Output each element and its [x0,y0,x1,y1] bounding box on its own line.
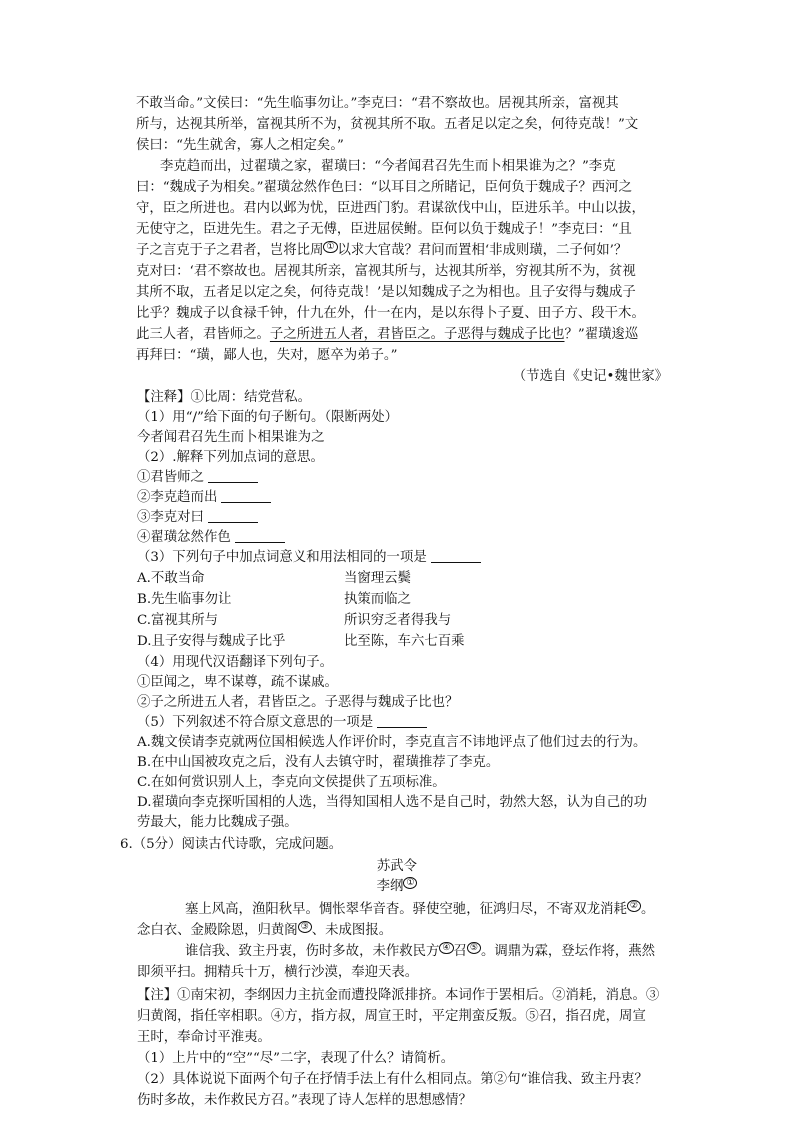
question-5-option: D.翟璜向李克探听国相的人选，当得知国相人选不是自己时，勃然大怒，认为自己的功 [137,795,647,810]
passage-line: 无使守之，臣进先生。君之子无傅，臣进屈侯鲋。臣何以负于魏成子！”李克曰：“且 [136,222,632,237]
question-5-option: B.在中山国被攻克之后，没有人去镇守时，翟璜推荐了李克。 [137,755,500,770]
note-mark: ④ [439,942,453,954]
poem-text: 塞上风高，渔阳秋早。惆怅翠华音杳。驿使空驰，征鸿归尽，不寄双龙消耗 [185,902,627,917]
question-text: （3）下列句子中加点词意义和用法相同的一项是 [137,550,427,565]
item-text: ②李克趋而出 [137,490,218,505]
poem-text: 念白衣、金殿除恩，归黄阁 [137,923,298,938]
question-5-option: 劳最大，能力比魏成子强。 [137,815,298,830]
passage-source: （节选自《史记•魏世家》 [512,369,668,384]
question-2-item [137,509,258,527]
passage-line-part: 以求大官哉？君问而置相‘非成则璜，二子何如’？ [337,243,628,258]
item-text: ①君皆师之 [137,470,204,485]
poem-line [185,901,654,919]
poem-title: 苏武令 [376,859,418,874]
poem-author [0,878,794,896]
option-a: A.不敢当命 [137,571,205,586]
passage-line: 守，臣之所进也。君内以邺为忧，臣进西门豹。君谋欲伐中山，臣进乐羊。中山以拔， [136,201,645,216]
item-text: ③李克对曰 [137,510,204,525]
passage-line-part: ？”翟璜逡巡 [564,327,639,342]
question-2-item [137,529,285,547]
underlined-sentence: 子之所进五人者，君皆臣之。子恶得与魏成子比也 [269,327,565,342]
poem-line [185,943,655,961]
question-4-item: ①臣闻之，卑不谋尊，疏不谋戚。 [137,675,338,690]
passage-line-part: 此三人者，君皆师之。 [136,327,270,342]
passage-line [136,326,638,344]
poem-text: 。 [640,902,655,917]
question-1: （1）用“/”给下面的句子断句。（限断两处） [137,410,399,425]
passage-line: 比乎？魏成子以食禄千钟，什九在外，什一在内，是以东得卜子夏、田子方、段干木。 [136,306,645,321]
option-d: D.且子安得与魏成子比乎 [137,634,286,649]
author-name: 李纲 [376,879,404,894]
question-5-option: C.在如何赏识别人上，李克向文侯提供了五项标准。 [137,775,446,790]
answer-blank[interactable] [208,470,258,483]
question-2-item [137,469,258,487]
poem-note: 王时，奉命讨平淮夷。 [137,1030,271,1045]
answer-blank[interactable] [377,715,427,728]
option-d-compare: 比至陈，车六七百乘 [344,634,465,649]
question-5-option: A.魏文侯请李克就两位国相候选人作评价时，李克直言不讳地评点了他们过去的行为。 [137,735,647,750]
question-6-heading: 6.（5分）阅读古代诗歌，完成问题。 [120,837,343,852]
passage-line: 克对曰：‘君不察故也。居视其所亲，富视其所与，达视其所举，穷视其所不为，贫视 [136,264,636,279]
item-text: ④翟璜忿然作色 [137,530,231,545]
question-6-1: （1）上片中的“空”“尽”二字，表现了什么？请简析。 [137,1051,455,1066]
passage-line: 再拜曰：“璜，鄙人也，失对，愿卒为弟子。” [136,348,398,363]
question-6-2: 伤时多故，未作救民方召。”表现了诗人怎样的思想感情？ [137,1093,472,1108]
answer-blank[interactable] [431,550,481,563]
poem-text: 。调鼎为霖，登坛作将，燕然 [480,944,656,959]
question-2-item [137,489,271,507]
note-mark: ② [627,900,641,912]
question-6-2: （2）具体说说下面两个句子在抒情手法上有什么相同点。第②句“谁信我、致主丹衷？ [137,1072,648,1087]
question-2: （2）.解释下列加点词的意思。 [137,450,324,465]
note-mark: ① [403,877,417,889]
passage-line: 其所不取，五者足以定之矣，何待克哉！’是以知魏成子之为相也。且子安得与魏成子 [136,285,636,300]
question-5 [137,714,427,732]
poem-line: 即须平扫。拥精兵十万，横行沙漠，奉迎天表。 [137,965,419,980]
passage-line: 不敢当命。”文侯曰：“先生临事勿让。”李克曰：“君不察故也。居视其所亲，富视其 [136,96,619,111]
poem-text: 召 [453,944,467,959]
poem-text: 谁信我、致主丹衷，伤时多故，未作救民方 [185,944,440,959]
poem-note: 【注】①南宋初，李纲因力主抗金而遭投降派排挤。本词作于罢相后。②消耗，消息。③ [137,988,660,1003]
question-text: （5）下列叙述不符合原文意思的一项是 [137,715,374,730]
annotation-note: 【注释】①比周：结党营私。 [137,390,312,405]
passage-line: 李克趋而出，过翟璜之家，翟璜曰：“今者闻君召先生而卜相果谁为之？”李克 [160,159,616,174]
passage-line-part: 子之言克于子之君者，岂将比周 [136,243,324,258]
answer-blank[interactable] [235,530,285,543]
option-c: C.富视其所与 [137,613,218,628]
option-a-compare: 当窗理云鬓 [344,571,411,586]
answer-blank[interactable] [221,490,271,503]
option-b-compare: 执策而临之 [344,592,411,607]
poem-line [137,922,392,940]
question-4: （4）用现代汉语翻译下列句子。 [137,655,333,670]
question-3 [137,549,481,567]
note-mark: ③ [298,921,312,933]
poem-note: 归黄阁，指任宰相职。④方，指方叔，周宣王时，平定荆蛮反叛。⑤召，指召虎，周宣 [137,1009,646,1024]
question-4-item: ②子之所进五人者，君皆臣之。子恶得与魏成子比也？ [137,695,459,710]
poem-text: 、未成图报。 [311,923,393,938]
question-1-sentence: 今者闻君召先生而卜相果谁为之 [137,430,325,445]
note-mark: ⑤ [467,942,481,954]
passage-line: 所与，达视其所举，富视其所不为，贫视其所不取。五者足以定之矣，何待克哉！”文 [136,117,639,132]
option-c-compare: 所识穷乏者得我与 [344,613,452,628]
passage-line: 侯曰：“先生就舍，寡人之相定矣。” [136,138,344,153]
option-b: B.先生临事勿让 [137,592,232,607]
passage-line: 曰：“魏成子为相矣。”翟璜忿然作色曰：“以耳目之所睹记，臣何负于魏成子？西河之 [136,180,632,195]
answer-blank[interactable] [208,510,258,523]
note-mark: ① [323,241,337,253]
passage-line [136,242,627,260]
